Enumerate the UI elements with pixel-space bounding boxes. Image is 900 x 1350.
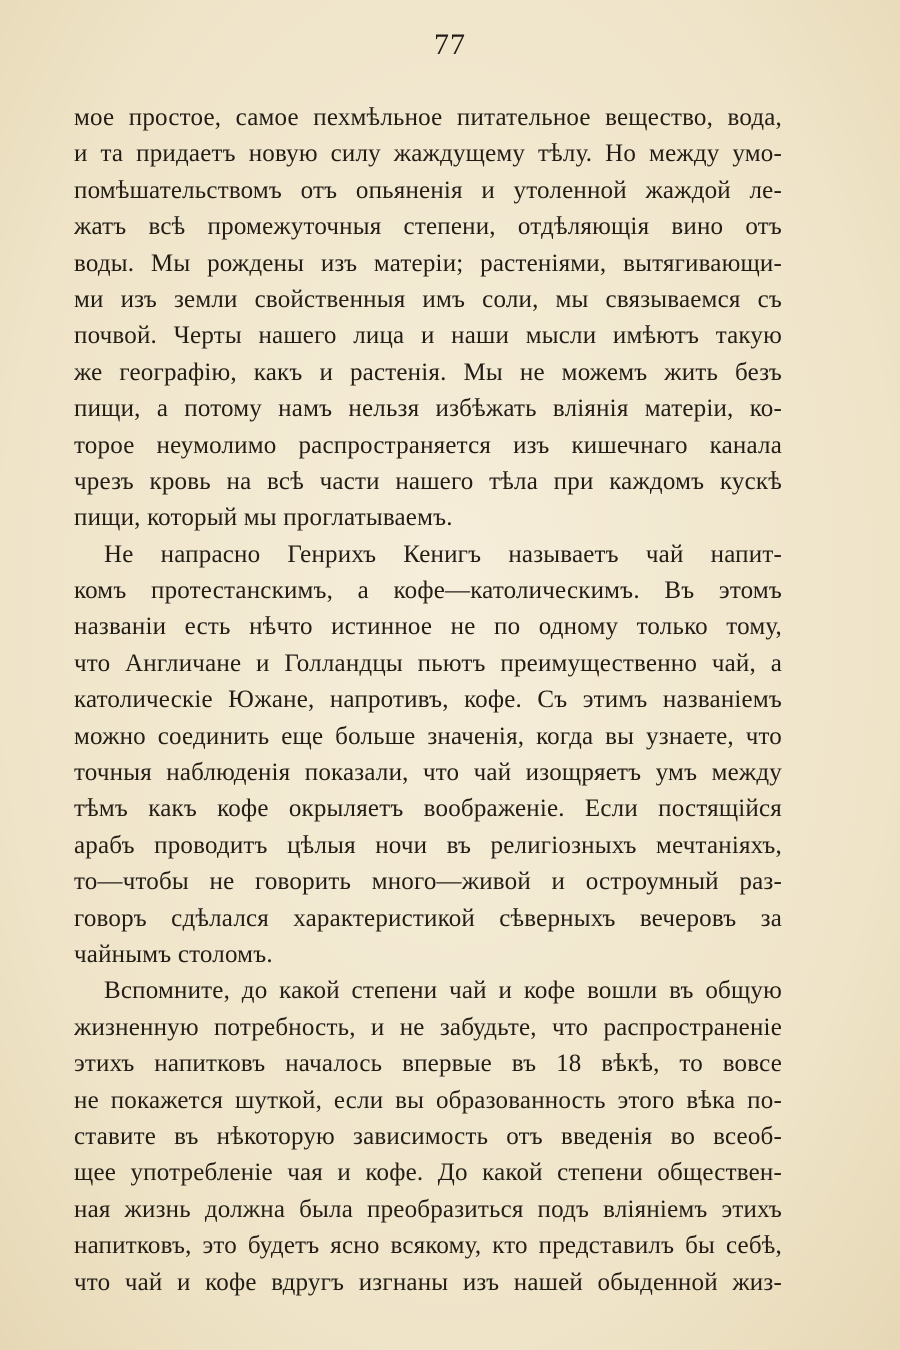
text-line: же географію, какъ и растенія. Мы не можемъ жить безъ <box>74 358 782 386</box>
text-line: ми изъ земли свойственныя имъ соли, мы связываемся съ <box>74 285 782 313</box>
text-line: щее употребленіе чая и кофе. До какой степени обществен- <box>74 1159 782 1187</box>
text-line: пищи, который мы проглатываемъ. <box>74 504 453 532</box>
text-line: тѣмъ какъ кофе окрыляетъ воображеніе. Если постящійся <box>74 795 782 823</box>
text-line: торое неумолимо распространяется изъ кишечнаго канала <box>74 431 782 459</box>
text-line: чайнымъ столомъ. <box>74 940 273 968</box>
text-line: мое простое, самое пехмѣльное питательное вещество, вода, <box>74 104 782 131</box>
text-line: арабъ проводитъ цѣлыя ночи въ религіозныхъ мечтаніяхъ, <box>74 831 782 859</box>
body-text <box>74 100 782 1301</box>
text-line: Не напрасно Генрихъ Кенигъ называетъ чай напит- <box>104 540 782 568</box>
text-line: помѣшательствомъ отъ опьяненія и утоленной жаждой ле- <box>74 176 782 204</box>
text-line: говоръ сдѣлался характеристикой сѣверныхъ вечеровъ за <box>74 904 782 932</box>
text-line: не покажется шуткой, если вы образованность этого вѣка по- <box>74 1086 782 1114</box>
text-line: названіи есть нѣчто истинное не по одному только тому, <box>74 613 782 641</box>
text-line: жизненную потребность, и не забудьте, что распространеніе <box>74 1013 782 1041</box>
text-line: то—чтобы не говорить много—живой и остроумный раз- <box>74 868 782 896</box>
text-line: пищи, а потому намъ нельзя избѣжать вліянія матеріи, ко- <box>74 395 782 423</box>
text-line: чрезъ кровь на всѣ части нашего тѣла при каждомъ кускѣ <box>74 467 782 495</box>
paragraph-2 <box>74 537 782 974</box>
text-line: католическіе Южане, напротивъ, кофе. Съ этимъ названіемъ <box>74 686 782 714</box>
paragraph-3 <box>74 973 782 1301</box>
text-line: воды. Мы рождены изъ матеріи; растеніями, вытягивающи- <box>74 249 782 277</box>
text-line: что чай и кофе вдругъ изгнаны изъ нашей обыденной жиз- <box>74 1268 782 1296</box>
text-line: точныя наблюденія показали, что чай изощряетъ умъ между <box>74 759 782 787</box>
text-line: ставите въ нѣкоторую зависимость отъ введенія во всеоб- <box>74 1122 782 1150</box>
text-line: и та придаетъ новую силу жаждущему тѣлу. Но между умо- <box>74 140 782 168</box>
text-line: можно соединить еще больше значенія, когда вы узнаете, что <box>74 722 782 750</box>
text-line: что Англичане и Голландцы пьютъ преимущественно чай, а <box>74 649 782 677</box>
text-line: Вспомните, до какой степени чай и кофе вошли въ общую <box>104 977 782 1005</box>
text-line: этихъ напитковъ началось впервые въ 18 вѣкѣ, то вовсе <box>74 1050 782 1078</box>
text-line: комъ протестанскимъ, а кофе—католическимъ. Въ этомъ <box>74 577 782 605</box>
page-number: 77 <box>434 28 466 61</box>
text-line: ная жизнь должна была преобразиться подъ вліяніемъ этихъ <box>74 1195 782 1223</box>
text-line: почвой. Черты нашего лица и наши мысли имѣютъ такую <box>74 322 782 350</box>
text-line: жатъ всѣ промежуточныя степени, отдѣляющія вино отъ <box>74 213 782 241</box>
paragraph-1 <box>74 100 782 537</box>
text-line: напитковъ, это будетъ ясно всякому, кто представилъ бы себѣ, <box>74 1232 782 1260</box>
